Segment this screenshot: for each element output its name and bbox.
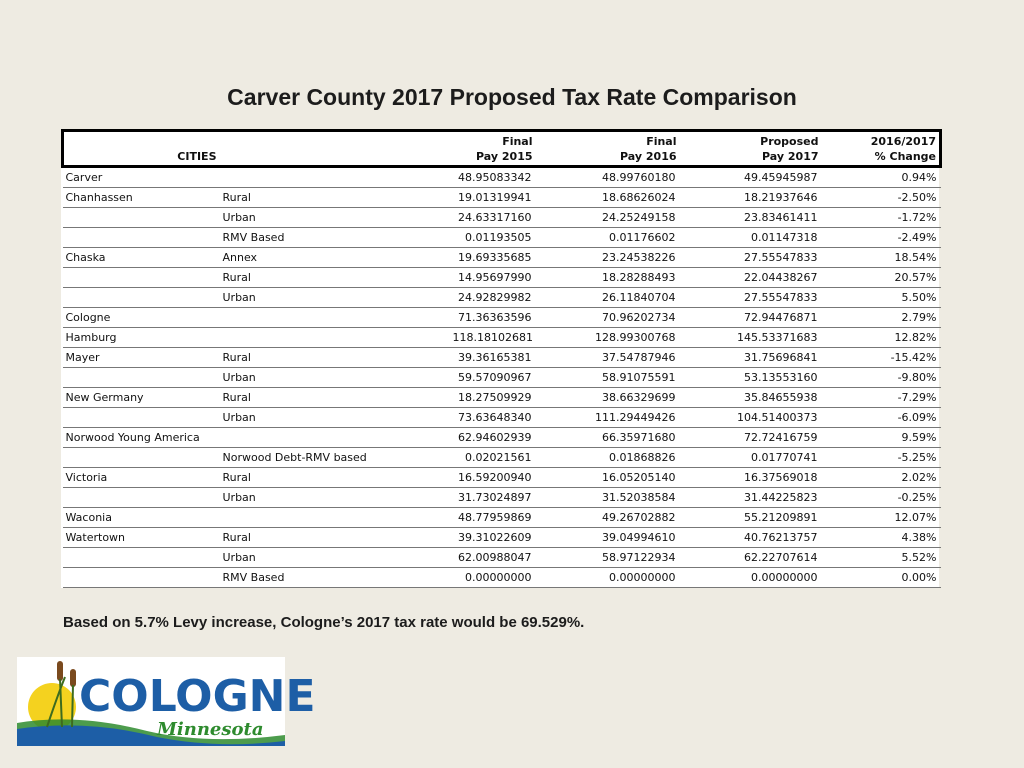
header-cell: Pay 2015 (450, 148, 536, 167)
pay2016-cell: 18.28288493 (536, 268, 680, 288)
header-row-bottom (63, 148, 941, 167)
pct-change-cell: -0.25% (822, 488, 941, 508)
pay2015-cell: 71.36363596 (450, 308, 536, 328)
pay2015-cell: 31.73024897 (450, 488, 536, 508)
table-row (63, 348, 941, 368)
category-cell: Urban (220, 368, 450, 388)
category-cell: RMV Based (220, 228, 450, 248)
cattail-icon (70, 669, 76, 687)
city-cell: Waconia (63, 508, 220, 528)
pay2015-cell: 18.27509929 (450, 388, 536, 408)
pct-change-cell: 12.07% (822, 508, 941, 528)
pct-change-cell: -5.25% (822, 448, 941, 468)
pay2016-cell: 26.11840704 (536, 288, 680, 308)
pay2017-cell: 22.04438267 (680, 268, 822, 288)
header-cell (220, 131, 450, 149)
category-cell: Rural (220, 268, 450, 288)
logo-wordmark: COLOGNE (79, 671, 316, 722)
pay2017-cell: 62.22707614 (680, 548, 822, 568)
pay2017-cell: 72.72416759 (680, 428, 822, 448)
pct-change-cell: -2.50% (822, 188, 941, 208)
pay2017-cell: 16.37569018 (680, 468, 822, 488)
table-row (63, 508, 941, 528)
page-title: Carver County 2017 Proposed Tax Rate Comparison (227, 84, 797, 110)
pay2017-cell: 104.51400373 (680, 408, 822, 428)
table-row (63, 188, 941, 208)
pay2016-cell: 58.97122934 (536, 548, 680, 568)
pay2017-cell: 18.21937646 (680, 188, 822, 208)
category-cell: Rural (220, 388, 450, 408)
pay2015-cell: 24.92829982 (450, 288, 536, 308)
city-cell: Norwood Young America (63, 428, 220, 448)
table-row (63, 368, 941, 388)
pay2017-cell: 53.13553160 (680, 368, 822, 388)
pay2016-cell: 18.68626024 (536, 188, 680, 208)
category-cell: RMV Based (220, 568, 450, 588)
category-cell: Rural (220, 188, 450, 208)
pct-change-cell: 5.50% (822, 288, 941, 308)
pay2016-cell: 39.04994610 (536, 528, 680, 548)
pay2017-cell: 35.84655938 (680, 388, 822, 408)
pay2016-cell: 0.01868826 (536, 448, 680, 468)
header-cell: Proposed (680, 131, 822, 149)
city-cell: Mayer (63, 348, 220, 368)
pct-change-cell: -6.09% (822, 408, 941, 428)
city-cell: Carver (63, 167, 220, 188)
table-row (63, 228, 941, 248)
table-row (63, 167, 941, 188)
table-row (63, 528, 941, 548)
pay2015-cell: 19.01319941 (450, 188, 536, 208)
pct-change-cell: -7.29% (822, 388, 941, 408)
pay2017-cell: 55.21209891 (680, 508, 822, 528)
city-cell (63, 488, 220, 508)
table-row (63, 328, 941, 348)
city-cell (63, 548, 220, 568)
pct-change-cell: 18.54% (822, 248, 941, 268)
pay2017-cell: 27.55547833 (680, 248, 822, 268)
city-cell: New Germany (63, 388, 220, 408)
pay2016-cell: 16.05205140 (536, 468, 680, 488)
table-row (63, 548, 941, 568)
table-row (63, 568, 941, 588)
table-row (63, 288, 941, 308)
pay2015-cell: 16.59200940 (450, 468, 536, 488)
pct-change-cell: -15.42% (822, 348, 941, 368)
table-row (63, 428, 941, 448)
pay2015-cell: 14.95697990 (450, 268, 536, 288)
tax-rate-table-container (61, 129, 939, 588)
pay2016-cell: 37.54787946 (536, 348, 680, 368)
pct-change-cell: 4.38% (822, 528, 941, 548)
category-cell (220, 428, 450, 448)
header-cell: CITIES (63, 148, 220, 167)
category-cell (220, 508, 450, 528)
city-cell (63, 268, 220, 288)
city-cell: Watertown (63, 528, 220, 548)
category-cell: Urban (220, 288, 450, 308)
pay2015-cell: 24.63317160 (450, 208, 536, 228)
levy-note: Based on 5.7% Levy increase, Cologne’s 2017 tax rate would be 69.529%. (63, 614, 585, 631)
table-row (63, 208, 941, 228)
pay2016-cell: 0.00000000 (536, 568, 680, 588)
city-cell: Victoria (63, 468, 220, 488)
pct-change-cell: 12.82% (822, 328, 941, 348)
header-cell (63, 131, 220, 149)
pay2016-cell: 23.24538226 (536, 248, 680, 268)
header-cell: Final (536, 131, 680, 149)
city-cell (63, 568, 220, 588)
pay2017-cell: 72.94476871 (680, 308, 822, 328)
category-cell (220, 328, 450, 348)
pay2015-cell: 48.77959869 (450, 508, 536, 528)
category-cell: Rural (220, 348, 450, 368)
city-cell (63, 208, 220, 228)
pay2016-cell: 38.66329699 (536, 388, 680, 408)
pct-change-cell: 20.57% (822, 268, 941, 288)
category-cell: Rural (220, 468, 450, 488)
category-cell: Norwood Debt-RMV based (220, 448, 450, 468)
city-cell: Chaska (63, 248, 220, 268)
header-cell: Final (450, 131, 536, 149)
pay2017-cell: 0.00000000 (680, 568, 822, 588)
pct-change-cell: 9.59% (822, 428, 941, 448)
header-cell: 2016/2017 (822, 131, 941, 149)
pay2017-cell: 0.01147318 (680, 228, 822, 248)
pay2016-cell: 128.99300768 (536, 328, 680, 348)
category-cell (220, 167, 450, 188)
category-cell (220, 308, 450, 328)
table-body (63, 167, 941, 588)
city-cell (63, 448, 220, 468)
city-cell: Chanhassen (63, 188, 220, 208)
pay2016-cell: 0.01176602 (536, 228, 680, 248)
header-cell: Pay 2017 (680, 148, 822, 167)
pct-change-cell: 0.00% (822, 568, 941, 588)
pay2017-cell: 23.83461411 (680, 208, 822, 228)
table-row (63, 448, 941, 468)
pay2015-cell: 0.02021561 (450, 448, 536, 468)
pct-change-cell: -9.80% (822, 368, 941, 388)
pct-change-cell: 2.02% (822, 468, 941, 488)
pay2016-cell: 111.29449426 (536, 408, 680, 428)
pay2015-cell: 62.94602939 (450, 428, 536, 448)
pct-change-cell: 2.79% (822, 308, 941, 328)
city-cell: Cologne (63, 308, 220, 328)
city-cell: Hamburg (63, 328, 220, 348)
pay2017-cell: 31.75696841 (680, 348, 822, 368)
category-cell: Urban (220, 488, 450, 508)
pct-change-cell: -1.72% (822, 208, 941, 228)
pay2017-cell: 31.44225823 (680, 488, 822, 508)
cattail-icon (57, 661, 63, 681)
pay2015-cell: 0.01193505 (450, 228, 536, 248)
pay2015-cell: 73.63648340 (450, 408, 536, 428)
pay2016-cell: 49.26702882 (536, 508, 680, 528)
pay2015-cell: 48.95083342 (450, 167, 536, 188)
header-cell (220, 148, 450, 167)
city-cell (63, 228, 220, 248)
pay2015-cell: 118.18102681 (450, 328, 536, 348)
pay2017-cell: 49.45945987 (680, 167, 822, 188)
table-row (63, 488, 941, 508)
header-cell: Pay 2016 (536, 148, 680, 167)
category-cell: Urban (220, 208, 450, 228)
table-row (63, 268, 941, 288)
pay2015-cell: 19.69335685 (450, 248, 536, 268)
city-cell (63, 368, 220, 388)
category-cell: Urban (220, 408, 450, 428)
table-row (63, 308, 941, 328)
category-cell: Urban (220, 548, 450, 568)
pay2016-cell: 58.91075591 (536, 368, 680, 388)
pay2016-cell: 24.25249158 (536, 208, 680, 228)
logo-subtitle: Minnesota (157, 719, 264, 740)
tax-rate-table (61, 129, 942, 588)
header-row-top (63, 131, 941, 149)
table-row (63, 468, 941, 488)
cologne-logo (17, 657, 316, 746)
table-row (63, 408, 941, 428)
pay2017-cell: 0.01770741 (680, 448, 822, 468)
pay2015-cell: 0.00000000 (450, 568, 536, 588)
pay2015-cell: 62.00988047 (450, 548, 536, 568)
pay2015-cell: 59.57090967 (450, 368, 536, 388)
pay2017-cell: 145.53371683 (680, 328, 822, 348)
pct-change-cell: 0.94% (822, 167, 941, 188)
table-row (63, 248, 941, 268)
pay2016-cell: 70.96202734 (536, 308, 680, 328)
pay2017-cell: 27.55547833 (680, 288, 822, 308)
category-cell: Annex (220, 248, 450, 268)
pay2015-cell: 39.36165381 (450, 348, 536, 368)
header-cell: % Change (822, 148, 941, 167)
table-row (63, 388, 941, 408)
pay2016-cell: 31.52038584 (536, 488, 680, 508)
pct-change-cell: 5.52% (822, 548, 941, 568)
city-cell (63, 408, 220, 428)
pay2016-cell: 66.35971680 (536, 428, 680, 448)
pay2016-cell: 48.99760180 (536, 167, 680, 188)
city-cell (63, 288, 220, 308)
pay2017-cell: 40.76213757 (680, 528, 822, 548)
pct-change-cell: -2.49% (822, 228, 941, 248)
category-cell: Rural (220, 528, 450, 548)
pay2015-cell: 39.31022609 (450, 528, 536, 548)
